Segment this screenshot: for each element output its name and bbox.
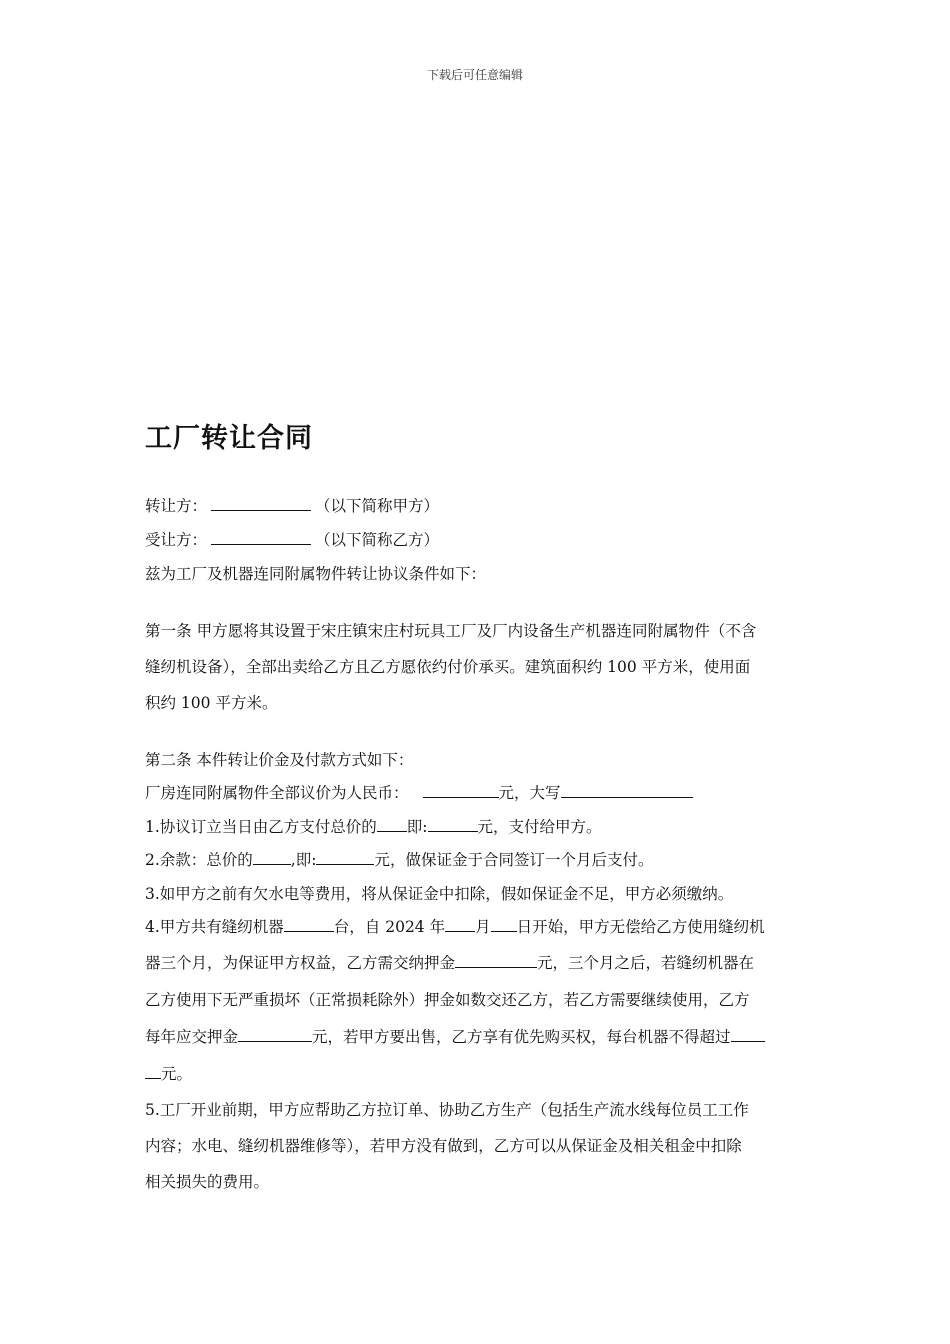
machine-count-blank: [284, 917, 334, 932]
article1-line1: 第一条 甲方愿将其设置于宋庄镇宋庄村玩具工厂及厂内设备生产机器连同附属物件（不含: [145, 622, 757, 640]
price-capital-blank: [561, 783, 693, 798]
item4-text-d: 日开始，甲方无偿给乙方使用缝纫机: [516, 918, 765, 936]
item1-text-b: 即:: [406, 818, 428, 836]
month-blank: [445, 917, 475, 932]
item5-line1: 5.工厂开业前期，甲方应帮助乙方拉订单、协助乙方生产（包括生产流水线每位员工工作: [145, 1101, 749, 1119]
price-label: 厂房连同附属物件全部议价为人民币：: [145, 784, 409, 802]
transferee-line: [145, 528, 439, 550]
max-price-blank-cont: [145, 1064, 161, 1079]
item1-percent-blank: [377, 817, 407, 832]
item3-line: 3.如甲方之前有欠水电等费用，将从保证金中扣除，假如保证金不足，甲方必须缴纳。: [145, 885, 734, 903]
deposit-blank: [455, 953, 537, 968]
item5-line2: 内容；水电、缝纫机器维修等），若甲方没有做到，乙方可以从保证金及相关租金中扣除: [145, 1137, 742, 1155]
item4-line5: [145, 1062, 192, 1084]
page-header: 下载后可任意编辑: [426, 68, 523, 82]
item5-line3: 相关损失的费用。: [145, 1173, 270, 1191]
document-title: 工厂转让合同: [145, 423, 313, 454]
item4-text-b: 台，自 2024 年: [333, 918, 446, 936]
item4-line2: [145, 951, 754, 973]
transferee-blank: [211, 530, 311, 545]
transferee-note: （以下简称乙方）: [315, 531, 440, 549]
price-capital-label: 元，大写: [498, 784, 561, 802]
price-line: [145, 781, 693, 803]
transferor-note: （以下简称甲方）: [315, 497, 440, 515]
item4-yuan: 元。: [161, 1065, 193, 1083]
item4-annual-text-b: 元，若甲方要出售，乙方享有优先购买权，每台机器不得超过: [312, 1028, 731, 1046]
item4-deposit-text: 器三个月，为保证甲方权益，乙方需交纳押金: [145, 954, 456, 972]
item2-text-c: 元，做保证金于合同签订一个月后支付。: [374, 851, 654, 869]
item4-deposit-text-b: 元，三个月之后，若缝纫机器在: [537, 954, 755, 972]
annual-deposit-blank: [238, 1027, 312, 1042]
item4-line1: [145, 915, 765, 937]
item1-amount-blank: [428, 817, 478, 832]
item1-text-a: 1.协议订立当日由乙方支付总价的: [145, 818, 377, 836]
article1-line3: 积约 100 平方米。: [145, 694, 278, 712]
price-blank: [423, 783, 499, 798]
intro-line: 兹为工厂及机器连同附属物件转让协议条件如下：: [145, 565, 487, 583]
article2-heading: 第二条 本件转让价金及付款方式如下：: [145, 751, 414, 769]
article1-line2: 缝纫机设备），全部出卖给乙方且乙方愿依约付价承买。建筑面积约 100 平方米，使用面: [145, 658, 751, 676]
item2-text-a: 2.余款：总价的: [145, 851, 253, 869]
transferee-label: 受让方：: [145, 531, 208, 549]
transferor-line: [145, 494, 439, 516]
item4-annual-text: 每年应交押金: [145, 1028, 239, 1046]
max-price-blank: [731, 1027, 765, 1042]
day-blank: [491, 917, 517, 932]
item2-text-b: ,即:: [290, 851, 317, 869]
item4-line4: [145, 1025, 765, 1047]
item1-line: [145, 815, 602, 837]
item4-text-c: 月: [475, 918, 491, 936]
transferor-label: 转让方：: [145, 497, 208, 515]
item2-line: [145, 848, 653, 870]
item1-text-c: 元，支付给甲方。: [477, 818, 602, 836]
item2-percent-blank: [253, 850, 291, 865]
item4-text-a: 4.甲方共有缝纫机器: [145, 918, 284, 936]
item2-amount-blank: [316, 850, 374, 865]
item4-line3: 乙方使用下无严重损坏（正常损耗除外）押金如数交还乙方，若乙方需要继续使用，乙方: [145, 991, 750, 1009]
transferor-blank: [211, 496, 311, 511]
